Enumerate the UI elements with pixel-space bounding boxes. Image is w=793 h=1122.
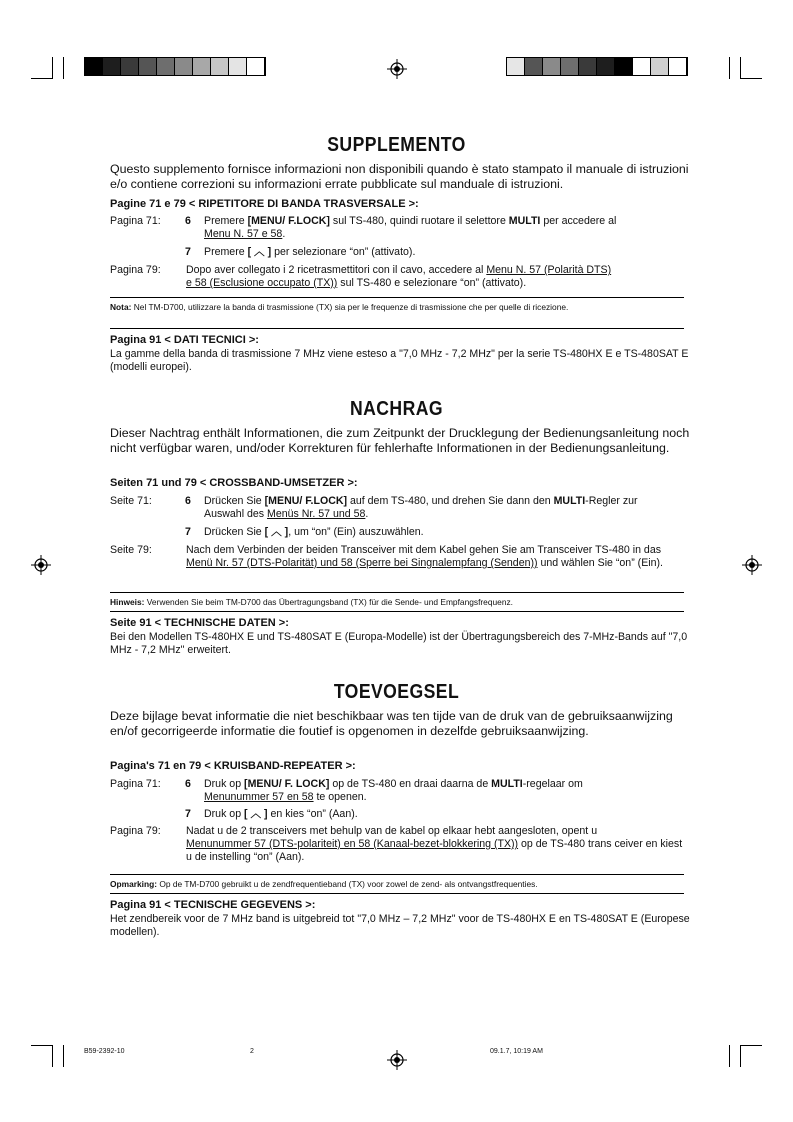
intro-dutch: Deze bijlage bevat informatie die niet beschikbaar was ten tijde van de druk van de gebruiksaanwijzing en/of gecorrigeerde informatie die foutief is opgenomen in dezelfde gebruiksaanwijzing. [110,709,673,738]
color-bar-swatch [525,58,543,75]
color-bar-swatch [175,58,193,75]
divider [110,874,684,875]
note-dutch: Opmarking: Op de TM-D700 gebruikt u de zendfrequentieband (TX) voor zowel de zend- als ontvangstfrequenties. [110,879,538,889]
color-bar-swatch [85,58,103,75]
technische-daten-text: Bei den Modellen TS-480HX E und TS-480SAT E (Europa-Modelle) ist der Übertragungsbereich des 7-MHz-Bands auf "7,0 MHz - 7,2 MHz" erweitert. [110,631,688,656]
color-bar-swatch [615,58,633,75]
heading-pagina-91: Pagina 91 < DATI TECNICI >: [110,334,259,346]
label-pagina-71: Pagina 71: [110,215,161,227]
step-6-text: Drücken Sie [MENU/ F.LOCK] auf dem TS-480, und drehen Sie dann den MULTI-Regler zur Auswahl des Menüs Nr. 57 und 58. [204,495,638,520]
tecnische-gegevens-text: Het zendbereik voor de 7 MHz band is uitgebreid tot "7,0 MHz – 7,2 MHz" voor de TS-480HX E en TS-480SAT E (Europese modellen). [110,913,690,938]
color-bar-swatch [103,58,121,75]
step-7-text: Druk op [ ︿ ] en kies “on” (Aan). [204,808,358,820]
step-number: 6 [185,215,191,227]
registration-mark-left [31,555,51,575]
color-bar-swatch [139,58,157,75]
note-german: Hinweis: Verwenden Sie beim TM-D700 das Übertragungsband (TX) für die Sende- und Empfangsfrequenz. [110,597,513,607]
color-bar-swatch [193,58,211,75]
color-bar-swatch [121,58,139,75]
title-supplemento: SUPPLEMENTO [327,134,466,156]
step-7-text: Premere [ ︿ ] per selezionare “on” (attivato). [204,246,416,258]
color-bar-swatch [507,58,525,75]
label-pagina-79: Pagina 79: [110,264,161,276]
title-toevoegsel: TOEVOEGSEL [333,681,460,703]
step-6-text: Premere [MENU/ F.LOCK] sul TS-480, quindi ruotare il selettore MULTI per accedere al Menu N. 57 e 58. [204,215,617,240]
color-bar-swatch [651,58,669,75]
color-bar-swatch [157,58,175,75]
pagina-79-text: Dopo aver collegato i 2 ricetrasmettitori con il cavo, accedere al Menu N. 57 (Polarità DTS) e 58 (Esclusione occupato (TX)) sul TS-480 e selezionare “on” (attivato). [186,264,612,289]
seite-79-text: Nach dem Verbinden der beiden Transceiver mit dem Kabel gehen Sie am Transceiver TS-480 in das Menü Nr. 57 (DTS-Polarität) und 58 (Sperre bei Singnalempfang (Senden)) und wählen Sie “on” (Ein). [186,544,663,569]
step-6-text: Druk op [MENU/ F. LOCK] op de TS-480 en draai daarna de MULTI-regelaar om Menunummer 57 en 58 te openen. [204,778,583,803]
footer-page-number: 2 [250,1048,254,1055]
footer-datetime: 09.1.7, 10:19 AM [490,1048,543,1055]
dati-tecnici-text: La gamme della banda di trasmissione 7 MHz viene esteso a "7,0 MHz - 7,2 MHz" per la serie TS-480HX E e TS-480SAT E (modelli europei). [110,348,689,373]
heading-seiten-71-79: Seiten 71 und 79 < CROSSBAND-UMSETZER >: [110,477,358,489]
color-bar-swatch [579,58,597,75]
note-italian: Nota: Nel TM-D700, utilizzare la banda di trasmissione (TX) sia per le frequenze di trasmissione che per quelle di ricezione. [110,302,569,312]
color-bar-swatch [211,58,229,75]
color-bar-swatch [597,58,615,75]
pagina-79-text: Nadat u de 2 transceivers met behulp van de kabel op elkaar hebt aangesloten, opent u Menunummer 57 (DTS-polariteit) en 58 (Kanaal-bezet-blokkering (TX)) op de TS-480 trans ceiver en kiest u de instelling “on” (Aan). [186,825,683,863]
color-bars-right [506,57,688,76]
color-bar-swatch [247,58,265,75]
divider [110,592,684,593]
heading-paginas-71-79: Pagina's 71 en 79 < KRUISBAND-REPEATER >: [110,760,356,772]
color-bar-swatch [229,58,247,75]
title-nachrag: NACHRAG [349,398,444,420]
label-seite-79: Seite 79: [110,544,152,556]
heading-pagina-91: Pagina 91 < TECNISCHE GEGEVENS >: [110,899,316,911]
registration-mark-bottom [387,1050,407,1070]
color-bars-left [84,57,266,76]
divider [110,611,684,612]
heading-seite-91: Seite 91 < TECHNISCHE DATEN >: [110,617,289,629]
step-number: 7 [185,808,191,820]
step-number: 7 [185,526,191,538]
step-number: 7 [185,246,191,258]
color-bar-swatch [669,58,687,75]
label-pagina-79: Pagina 79: [110,825,161,837]
registration-mark-right [742,555,762,575]
intro-italian: Questo supplemento fornisce informazioni non disponibili quando è stato stampato il manuale di istruzioni e/o contiene correzioni su informazioni errate pubblicate sul manduale di istruzioni. [110,162,689,191]
label-seite-71: Seite 71: [110,495,152,507]
step-number: 6 [185,495,191,507]
color-bar-swatch [561,58,579,75]
step-number: 6 [185,778,191,790]
divider [110,297,684,298]
divider [110,328,684,329]
registration-mark-top [387,59,407,79]
color-bar-swatch [633,58,651,75]
step-7-text: Drücken Sie [ ︿ ], um “on” (Ein) auszuwählen. [204,526,424,538]
footer-code: B59-2392-10 [84,1048,125,1055]
intro-german: Dieser Nachtrag enthält Informationen, die zum Zeitpunkt der Drucklegung der Bedienungsanleitung noch nicht verfügbar waren, und/oder Korrekturen für fehlerhafte Informationen in der Bedienungsanleitung. [110,426,690,455]
color-bar-swatch [543,58,561,75]
heading-pagine-71-79: Pagine 71 e 79 < RIPETITORE DI BANDA TRASVERSALE >: [110,198,419,210]
divider [110,893,684,894]
label-pagina-71: Pagina 71: [110,778,161,790]
